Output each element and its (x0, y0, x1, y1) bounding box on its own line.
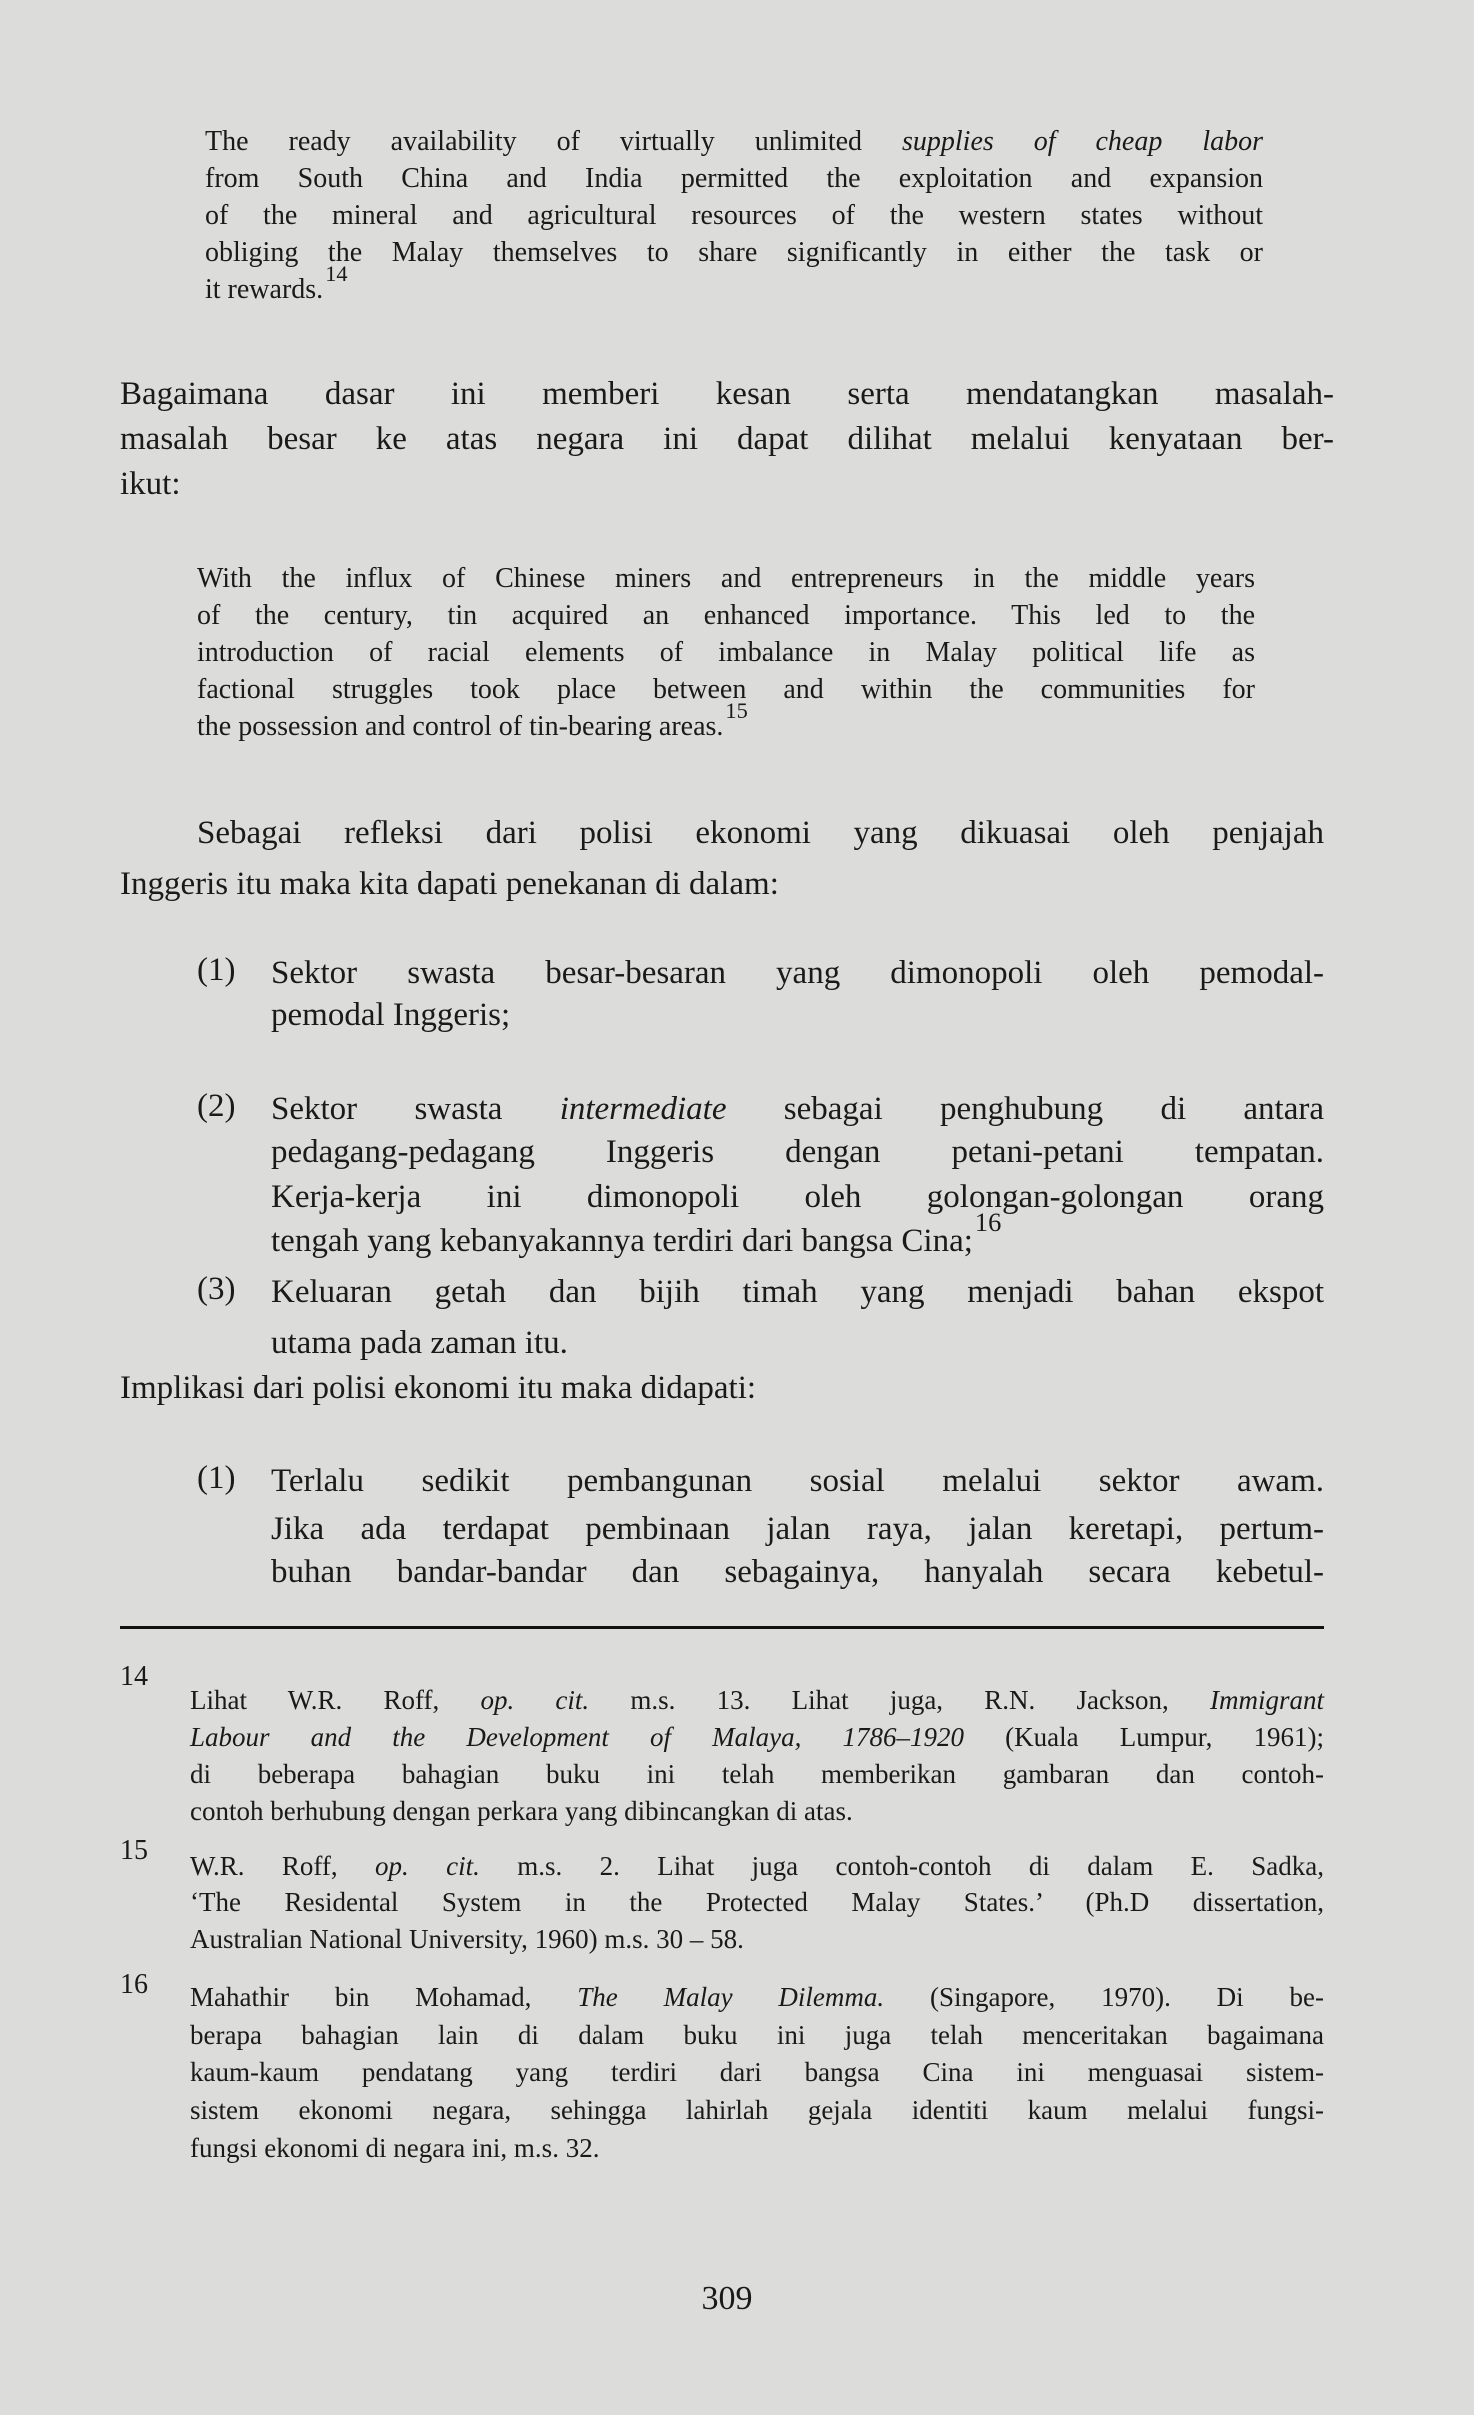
text-run: fungsi ekonomi di negara ini, m.s. 32. (190, 2133, 600, 2163)
body-line (120, 863, 779, 906)
list-number: (2) (197, 1087, 236, 1124)
text-run: berapa bahagian lain di dalam buku ini juga telah menceritakan bagaimana (190, 2020, 1324, 2050)
text-run: pemodal Inggeris; (271, 996, 511, 1033)
list-number: (3) (197, 1270, 236, 1307)
block-quote-line (197, 561, 1255, 597)
text-run: (Singapore, 1970). Di be- (884, 1982, 1325, 2012)
text-run: Implikasi dari polisi ekonomi itu maka didapati: (120, 1369, 757, 1406)
text-run: from South China and India permitted the exploitation and expansion (205, 162, 1263, 194)
footnote-number: 14 (120, 1660, 148, 1692)
text-run: sebagai penghubung di antara (726, 1090, 1324, 1127)
footnote-line (190, 1884, 1324, 1920)
block-quote-line (205, 161, 1263, 197)
block-quote-line (197, 598, 1255, 634)
text-run: masalah besar ke atas negara ini dapat dilihat melalui kenyataan ber- (120, 420, 1334, 457)
text-run: Sebagai refleksi dari polisi ekonomi yang dikuasai oleh penjajah (197, 814, 1324, 851)
text-run: Jika ada terdapat pembinaan jalan raya, jalan keretapi, pertum- (271, 1510, 1324, 1547)
italic-run: op. cit. (480, 1685, 590, 1715)
text-run: Keluaran getah dan bijih timah yang menjadi bahan ekspot (271, 1273, 1324, 1310)
text-run: kaum-kaum pendatang yang terdiri dari bangsa Cina ini menguasai sistem- (190, 2057, 1324, 2087)
list-item-line (271, 1460, 1324, 1503)
footnote-line (190, 1979, 1324, 2015)
text-run: With the influx of Chinese miners and entrepreneurs in the middle years (197, 562, 1255, 594)
page-number: 309 (701, 2280, 753, 2317)
text-run: factional struggles took place between and within the communities for (197, 673, 1255, 705)
footnote-line (190, 1848, 1324, 1884)
text-run: Australian National University, 1960) m.s. 30 – 58. (190, 1924, 744, 1954)
text-run: tengah yang kebanyakannya terdiri dari bangsa Cina; (271, 1222, 973, 1259)
text-run: m.s. 13. Lihat juga, R.N. Jackson, (589, 1685, 1210, 1715)
text-run: buhan bandar-bandar dan sebagainya, hanyalah secara kebetul- (271, 1553, 1324, 1590)
block-quote-line (197, 698, 748, 746)
footnote-number: 16 (120, 1968, 148, 2000)
body-line (120, 418, 1334, 461)
list-item-line (271, 1131, 1324, 1174)
text-run: Lihat W.R. Roff, (190, 1685, 481, 1715)
italic-run: supplies of cheap labor (902, 125, 1263, 157)
text-run: ikut: (120, 465, 181, 502)
list-item-line (271, 1271, 1324, 1314)
footnote-line (190, 2130, 599, 2166)
text-run: Bagaimana dasar ini memberi kesan serta mendatangkan masalah- (120, 375, 1334, 412)
text-run: (Kuala Lumpur, 1961); (963, 1722, 1324, 1752)
text-run: di beberapa bahagian buku ini telah memberikan gambaran dan contoh- (190, 1759, 1324, 1789)
text-run: of the mineral and agricultural resources of the western states without (205, 199, 1263, 231)
list-item-line (271, 994, 510, 1037)
block-quote-line (205, 261, 348, 309)
text-run: The ready availability of virtually unlimited (205, 125, 902, 157)
footnote-line (190, 1719, 1324, 1755)
body-line (120, 1367, 756, 1410)
text-run: m.s. 2. Lihat juga contoh-contoh di dalam E. Sadka, (479, 1851, 1324, 1881)
text-run: Inggeris itu maka kita dapati penekanan di dalam: (120, 865, 779, 902)
footnote-line (190, 1756, 1324, 1792)
list-item-line (271, 1088, 1324, 1131)
list-item-line (271, 1206, 1002, 1264)
text-run: Sektor swasta (271, 1090, 560, 1127)
text-run: pedagang-pedagang Inggeris dengan petani-petani tempatan. (271, 1133, 1324, 1170)
footnote-number: 15 (120, 1834, 148, 1866)
block-quote-line (205, 124, 1263, 160)
footnote-divider (120, 1626, 1324, 1629)
text-run: ‘The Residental System in the Protected Malay States.’ (Ph.D dissertation, (190, 1887, 1324, 1917)
list-item-line (271, 1322, 568, 1365)
block-quote-line (205, 198, 1263, 234)
footnote-ref: 16 (974, 1206, 1002, 1237)
block-quote-line (197, 635, 1255, 671)
footnote-line (190, 1682, 1324, 1718)
text-run: sistem ekonomi negara, sehingga lahirlah gejala identiti kaum melalui fungsi- (190, 2095, 1324, 2125)
body-line (120, 373, 1334, 416)
footnote-line (190, 1921, 744, 1957)
italic-run: op. cit. (375, 1851, 480, 1881)
list-item-line (271, 1508, 1324, 1551)
footnote-ref: 14 (325, 261, 348, 286)
body-line (197, 812, 1324, 855)
footnote-line (190, 1793, 853, 1829)
text-run: it rewards. (205, 273, 324, 305)
list-number: (1) (197, 1459, 236, 1496)
text-run: Sektor swasta besar-besaran yang dimonopoli oleh pemodal- (271, 954, 1324, 991)
italic-run: Labour and the Development of Malaya, 1786–1920 (190, 1722, 964, 1752)
list-item-line (271, 1551, 1324, 1594)
footnote-line (190, 2092, 1324, 2128)
italic-run: intermediate (559, 1090, 727, 1127)
text-run: contoh berhubung dengan perkara yang dibincangkan di atas. (190, 1796, 853, 1826)
footnote-line (190, 2017, 1324, 2053)
list-item-line (271, 1176, 1324, 1219)
text-run: Mahathir bin Mohamad, (190, 1982, 578, 2012)
text-run: Terlalu sedikit pembangunan sosial melalui sektor awam. (271, 1462, 1324, 1499)
text-run: introduction of racial elements of imbalance in Malay political life as (197, 636, 1255, 668)
italic-run: The Malay Dilemma. (577, 1982, 885, 2012)
list-item-line (271, 952, 1324, 995)
block-quote-line (205, 235, 1263, 271)
text-run: W.R. Roff, (190, 1851, 376, 1881)
list-number: (1) (197, 951, 236, 988)
italic-run: Immigrant (1210, 1685, 1324, 1715)
footnote-ref: 15 (725, 698, 748, 723)
body-line (120, 463, 181, 506)
text-run: utama pada zaman itu. (271, 1324, 568, 1361)
text-run: the possession and control of tin-bearing areas. (197, 710, 724, 742)
footnote-line (190, 2054, 1324, 2090)
text-run: Kerja-kerja ini dimonopoli oleh golongan-golongan orang (271, 1178, 1324, 1215)
text-run: obliging the Malay themselves to share significantly in either the task or (205, 236, 1263, 268)
text-run: of the century, tin acquired an enhanced importance. This led to the (197, 599, 1255, 631)
